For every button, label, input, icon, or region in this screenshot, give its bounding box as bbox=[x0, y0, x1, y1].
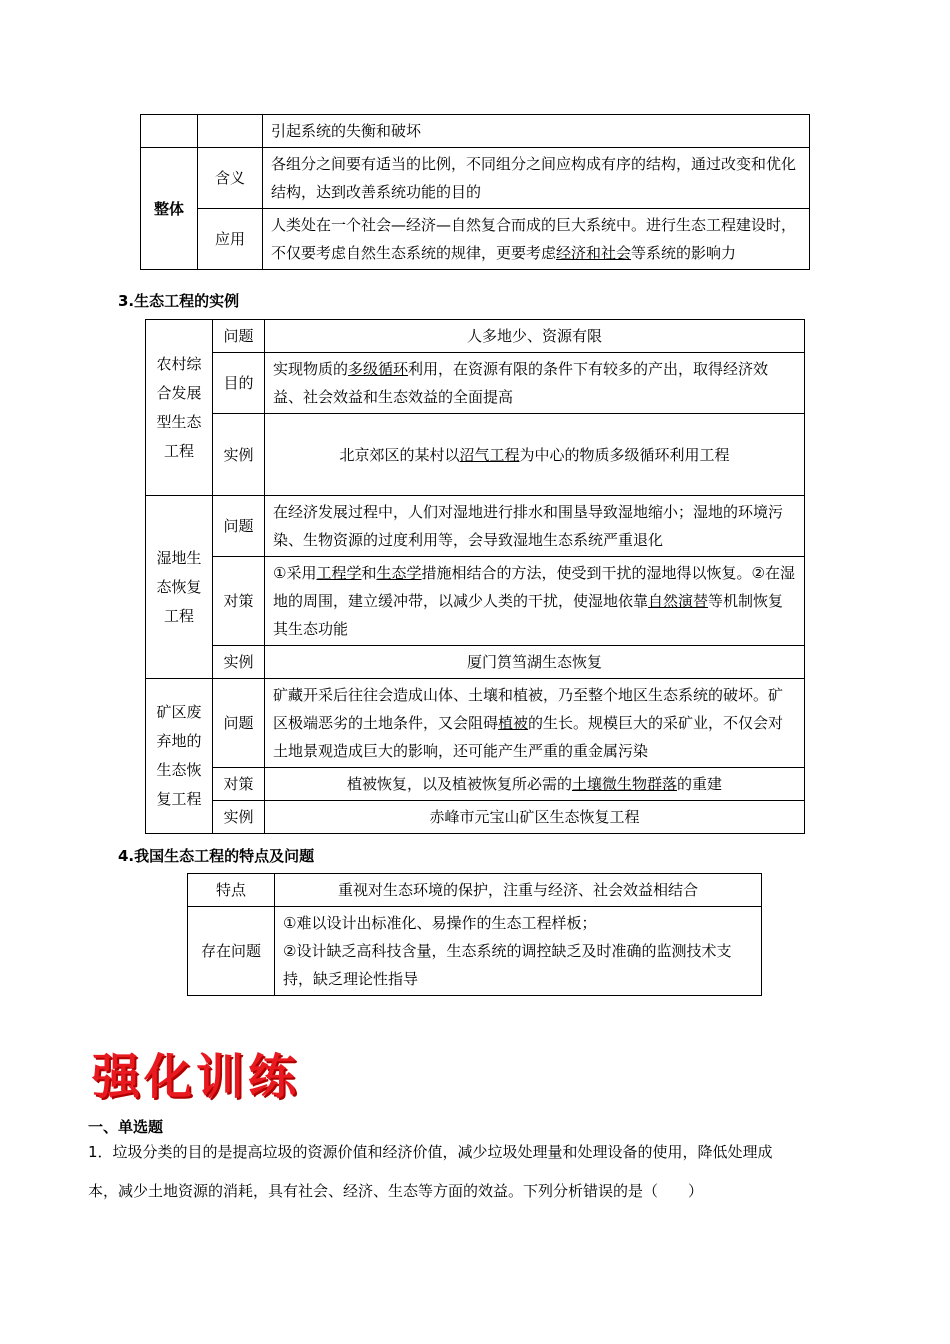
table-row bbox=[188, 874, 762, 907]
group-label: 整体 bbox=[141, 148, 198, 270]
row-label: 存在问题 bbox=[188, 907, 275, 996]
features-table bbox=[187, 873, 762, 996]
table-row bbox=[141, 115, 810, 148]
underlined-term: 工程学 bbox=[316, 564, 362, 582]
group-label: 农村综合发展型生态工程 bbox=[146, 320, 213, 496]
table-cell bbox=[265, 768, 805, 801]
group-label: 湿地生态恢复工程 bbox=[146, 496, 213, 679]
underlined-term: 植被 bbox=[498, 714, 529, 732]
table-cell bbox=[265, 353, 805, 414]
row-label: 问题 bbox=[213, 496, 265, 557]
issue-item: ①难以设计出标准化、易操作的生态工程样板； bbox=[283, 914, 597, 932]
row-label: 目的 bbox=[213, 353, 265, 414]
cell-text: 为中心的物质多级循环利用工程 bbox=[519, 445, 730, 464]
underlined-term: 多级循环 bbox=[348, 360, 409, 378]
underlined-term: 沼气工程 bbox=[459, 445, 520, 464]
cell-text: 引起系统的失衡和破坏 bbox=[271, 122, 422, 140]
table-row bbox=[146, 414, 805, 496]
cell-text: 措施相结合的方法，使受到干扰的湿地得以恢复。②在湿地的周围，建立缓冲带，以减少人类的干扰，使湿地依靠 bbox=[273, 564, 795, 610]
row-label: 含义 bbox=[198, 148, 263, 209]
principle-table bbox=[140, 114, 810, 270]
table-cell bbox=[198, 115, 263, 148]
table-row bbox=[146, 353, 805, 414]
table-cell: 赤峰市元宝山矿区生态恢复工程 bbox=[265, 801, 805, 834]
question-text: 1．垃圾分类的目的是提高垃圾的资源价值和经济价值，减少垃圾处理量和处理设备的使用，降低处理成 bbox=[88, 1143, 773, 1161]
row-label: 问题 bbox=[213, 320, 265, 353]
cell-text: 和 bbox=[361, 564, 377, 582]
section-heading: 4.我国生态工程的特点及问题 bbox=[118, 847, 315, 865]
examples-table bbox=[145, 319, 805, 834]
table-cell bbox=[263, 209, 810, 270]
group-label: 矿区废弃地的生态恢复工程 bbox=[146, 679, 213, 834]
row-label: 实例 bbox=[213, 646, 265, 679]
table-row bbox=[188, 907, 762, 996]
table-row bbox=[146, 496, 805, 557]
table-cell bbox=[141, 115, 198, 148]
cell-text: 等机制恢复其生态功能 bbox=[273, 592, 784, 638]
table-cell: 在经济发展过程中，人们对湿地进行排水和围垦导致湿地缩小；湿地的环境污染、生物资源的过度利用等，会导致湿地生态系统严重退化 bbox=[265, 496, 805, 557]
table-cell bbox=[275, 907, 762, 996]
question-text: 本，减少土地资源的消耗，具有社会、经济、生态等方面的效益。下列分析错误的是（ ） bbox=[88, 1182, 704, 1200]
table-row bbox=[141, 148, 810, 209]
section-title: 一、单选题 bbox=[88, 1118, 164, 1136]
cell-text: 人类处在一个社会—经济—自然复合而成的巨大系统中。进行生态工程建设时，不仅要考虑自然生态系统的规律，更要考虑 bbox=[271, 216, 797, 262]
cell-text: 等系统的影响力 bbox=[631, 244, 737, 262]
cell-text: 北京郊区的某村以 bbox=[339, 445, 460, 464]
underlined-term: 土壤微生物群落 bbox=[571, 775, 677, 793]
row-label: 问题 bbox=[213, 679, 265, 768]
cell-text: 的重建 bbox=[677, 775, 723, 793]
row-label: 对策 bbox=[213, 768, 265, 801]
table-cell: 厦门筼筜湖生态恢复 bbox=[265, 646, 805, 679]
table-row bbox=[146, 679, 805, 768]
practice-banner: 强化训练 bbox=[92, 1049, 301, 1105]
table-cell bbox=[265, 414, 805, 496]
table-row bbox=[146, 646, 805, 679]
cell-text: 的生长。规模巨大的采矿业，不仅会对土地景观造成巨大的影响，还可能产生严重的重金属污染 bbox=[273, 714, 784, 760]
issue-item: ②设计缺乏高科技含量，生态系统的调控缺乏及时准确的监测技术支持，缺乏理论性指导 bbox=[283, 942, 732, 988]
table-row bbox=[141, 209, 810, 270]
table-cell bbox=[265, 679, 805, 768]
table-cell bbox=[265, 557, 805, 646]
cell-text: ①采用 bbox=[273, 564, 317, 582]
row-label: 特点 bbox=[188, 874, 275, 907]
row-label: 实例 bbox=[213, 801, 265, 834]
table-row bbox=[146, 557, 805, 646]
row-label: 应用 bbox=[198, 209, 263, 270]
table-row bbox=[146, 320, 805, 353]
table-cell: 各组分之间要有适当的比例，不同组分之间应构成有序的结构，通过改变和优化结构，达到改善系统功能的目的 bbox=[263, 148, 810, 209]
table-cell bbox=[263, 115, 810, 148]
section-heading: 3.生态工程的实例 bbox=[118, 292, 240, 310]
row-label: 实例 bbox=[213, 414, 265, 496]
cell-text: 植被恢复，以及植被恢复所必需的 bbox=[346, 775, 572, 793]
row-label: 对策 bbox=[213, 557, 265, 646]
cell-text: 实现物质的 bbox=[273, 360, 349, 378]
table-cell: 人多地少、资源有限 bbox=[265, 320, 805, 353]
cell-text: 矿藏开采后往往会造成山体、土壤和植被，乃至整个地区生态系统的破坏。矿区极端恶劣的土地条件，又会阻碍 bbox=[273, 686, 784, 732]
table-row bbox=[146, 801, 805, 834]
underlined-term: 经济和社会 bbox=[556, 244, 632, 262]
underlined-term: 生态学 bbox=[376, 564, 422, 582]
underlined-term: 自然演替 bbox=[648, 592, 709, 610]
cell-text: 利用，在资源有限的条件下有较多的产出，取得经济效益、社会效益和生态效益的全面提高 bbox=[273, 360, 769, 406]
table-row bbox=[146, 768, 805, 801]
table-cell: 重视对生态环境的保护，注重与经济、社会效益相结合 bbox=[275, 874, 762, 907]
